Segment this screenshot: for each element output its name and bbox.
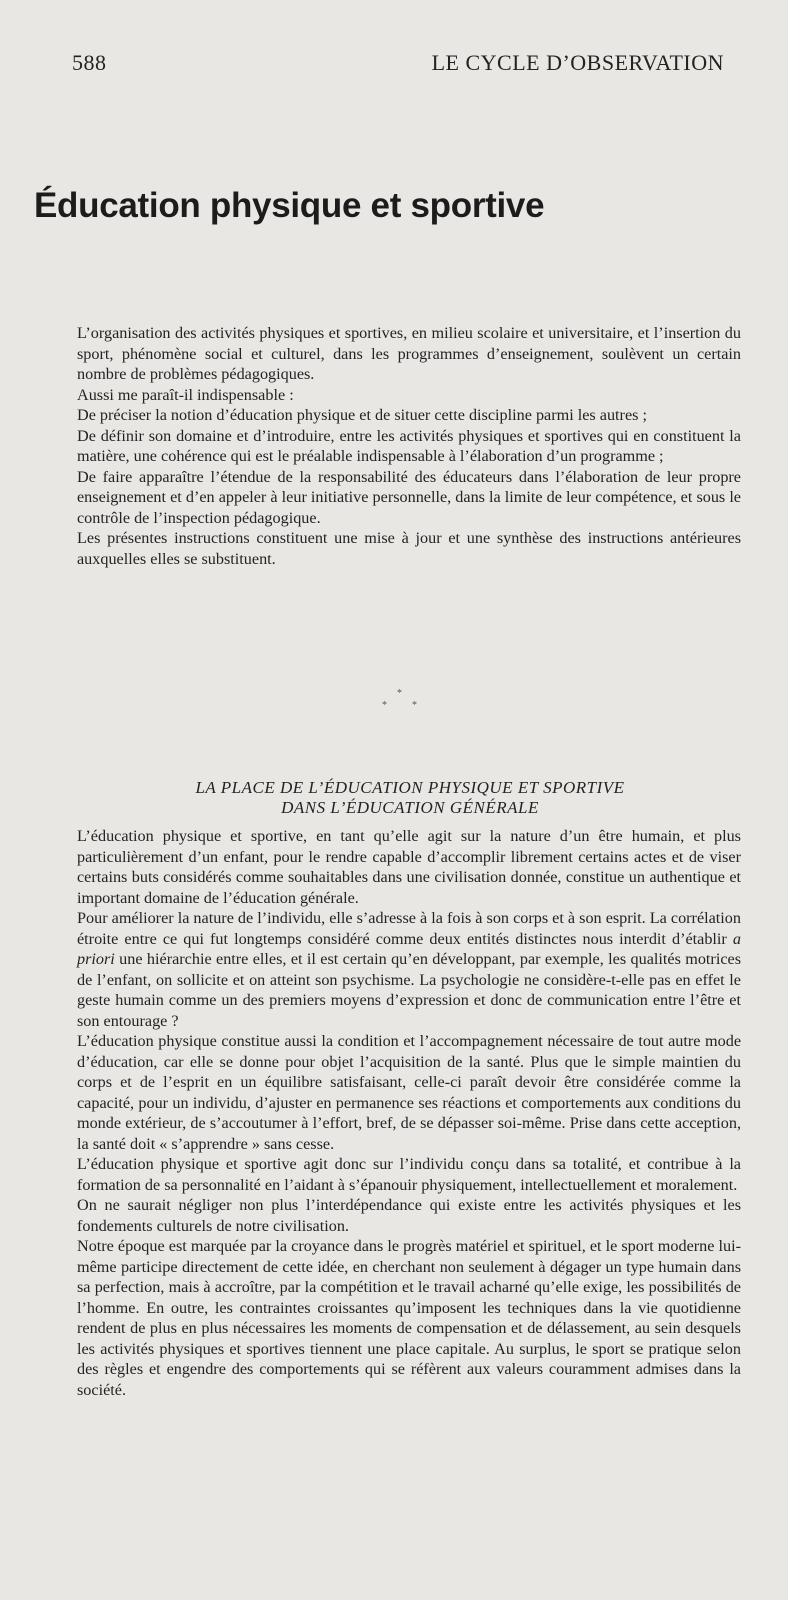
asterisk: *: [382, 700, 387, 711]
body-paragraph: On ne saurait négliger non plus l’interdépendance qui existe entre les activités physiques et les fondements culturels de notre civilisation.: [77, 1196, 741, 1235]
intro-paragraph: De préciser la notion d’éducation physique et de situer cette discipline parmi les autres ;: [77, 406, 647, 424]
asterisk: *: [397, 688, 402, 699]
body-paragraph: L’éducation physique constitue aussi la condition et l’accompagnement nécessaire de tout autre mode d’éducation, car elle se donne pour objet l’acquisition de la santé. Plus que le simple maintien du corps et de l’esprit en un équilibre satisfaisant, celle-ci paraît devoir être considérée comme la capacité, pour un individu, d’ajuster en permanence ses réactions et comportements aux conditions du monde extérieur, de s’accoutumer à l’effort, bref, de se dépasser soi-même. Prise dans cette acception, la santé doit « s’apprendre » sans cesse.: [77, 1032, 741, 1153]
section-separator: [370, 688, 430, 718]
body-paragraph: Notre époque est marquée par la croyance dans le progrès matériel et spirituel, et le sport moderne lui-même participe directement de cette idée, en cherchant non seulement à dégager un type humain dans sa perfection, mais à accroître, par la compétition et le travail acharné qu’elle exige, les possibilités de l’homme. En outre, les contraintes croissantes qu’imposent les techniques dans la vie quotidienne rendent de plus en plus nécessaires les moments de compensation et de délassement, au sein desquels les activités physiques et sportives tiennent une place capitale. Au surplus, le sport se pratique selon des règles et engendre des comportements qui se réfèrent aux valeurs couramment admises dans la société.: [77, 1237, 741, 1399]
body-text-run: une hiérarchie entre elles, et il est certain qu’en développant, par exemple, les qualités motrices de l’enfant, on sollicite et on atteint son psychisme. La psychologie ne considère-t-elle pas en effet le geste humain comme un des premiers moyens d’expression et donc de communication entre l’être et son entourage ?: [77, 950, 741, 1030]
page-number: 588: [72, 50, 107, 75]
page-header: [72, 50, 724, 86]
body-text: [77, 826, 741, 1400]
asterisk: *: [412, 700, 417, 711]
intro-paragraph: Les présentes instructions constituent une mise à jour et une synthèse des instructions antérieures auxquelles elles se substituent.: [77, 529, 741, 568]
intro-text: [77, 323, 741, 569]
body-text-run: Pour améliorer la nature de l’individu, elle s’adresse à la fois à son corps et à son esprit. La corrélation étroite entre ce qui fut longtemps considéré comme deux entités distinctes nous interdit d’établir: [77, 909, 741, 948]
running-title: LE CYCLE D’OBSERVATION: [431, 50, 724, 75]
intro-paragraph: De définir son domaine et d’introduire, entre les activités physiques et sportives qui en constituent la matière, une cohérence qui est le préalable indispensable à l’élaboration d’un programme ;: [77, 426, 741, 465]
intro-paragraph: Aussi me paraît-il indispensable :: [77, 385, 294, 404]
body-paragraph: [77, 908, 741, 1031]
section-heading: [90, 778, 730, 818]
emphasis-text: a priori: [77, 929, 741, 968]
chapter-title: Éducation physique et sportive: [34, 186, 545, 225]
body-paragraph: L’éducation physique et sportive agit donc sur l’individu conçu dans sa totalité, et contribue à la formation de sa personnalité en l’aidant à s’épanouir physiquement, intellectuellement et moralement.: [77, 1155, 741, 1194]
section-heading-line: DANS L’ÉDUCATION GÉNÉRALE: [281, 798, 539, 817]
body-paragraph: L’éducation physique et sportive, en tant qu’elle agit sur la nature d’un être humain, et plus particulièrement d’un enfant, pour le rendre capable d’accomplir librement certains actes et de viser certains buts considérés comme souhaitables dans une civilisation donnée, constitue un authentique et important domaine de l’éducation générale.: [77, 827, 741, 907]
intro-paragraph: L’organisation des activités physiques et sportives, en milieu scolaire et universitaire, et l’insertion du sport, phénomène social et culturel, dans les programmes d’enseignement, soulèvent un certain nombre de problèmes pédagogiques.: [77, 324, 741, 383]
intro-paragraph: De faire apparaître l’étendue de la responsabilité des éducateurs dans l’élaboration de leur propre enseignement et d’en appeler à leur initiative personnelle, dans la limite de leur compétence, et sous le contrôle de l’inspection pédagogique.: [77, 467, 741, 527]
section-heading-line: LA PLACE DE L’ÉDUCATION PHYSIQUE ET SPORTIVE: [195, 778, 625, 797]
